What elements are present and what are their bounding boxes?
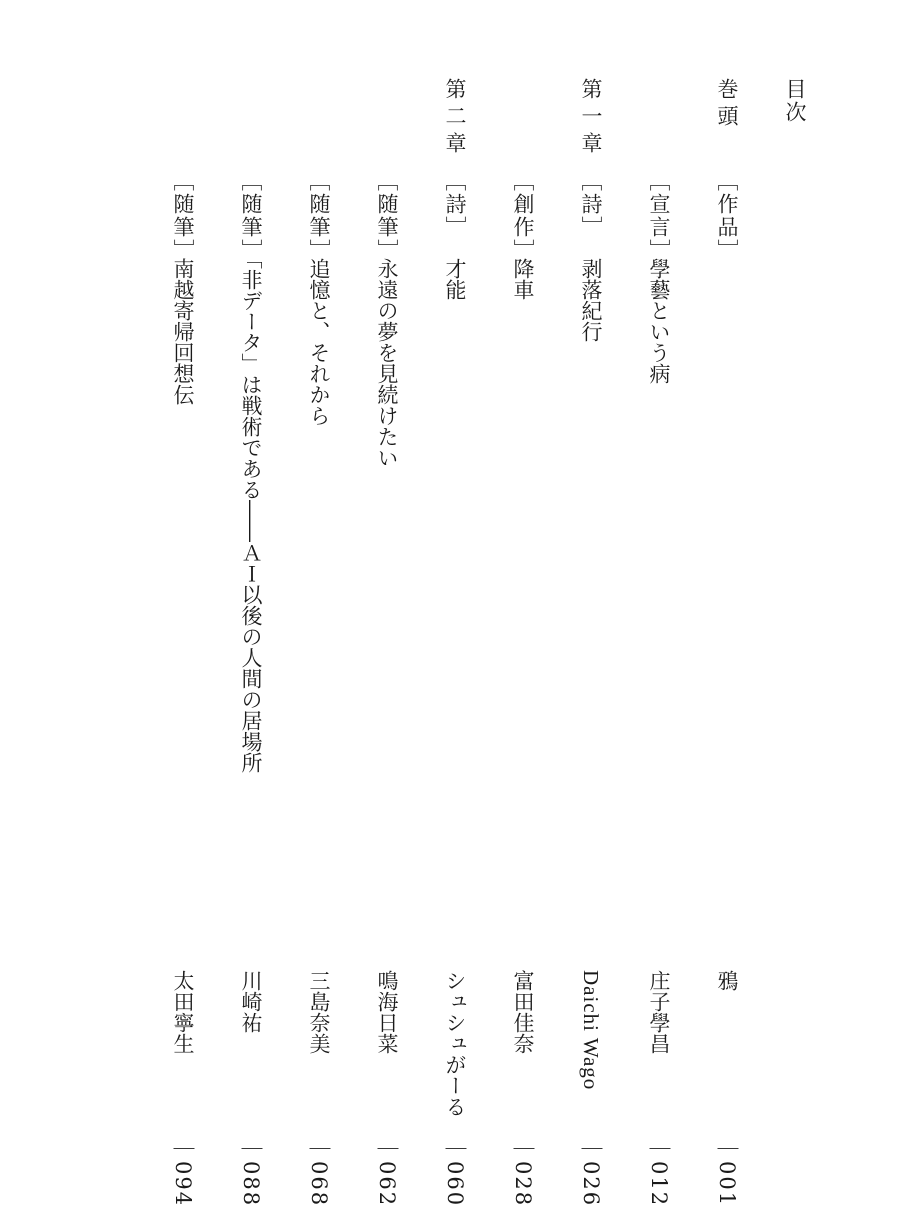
category-tag: ［作品］: [715, 170, 739, 262]
work-title: 永遠の夢を見続けたい: [375, 258, 399, 468]
work-title: 剥落紀行: [579, 258, 603, 342]
section-label: 第二章: [443, 78, 467, 159]
toc-title: 目次: [783, 78, 807, 124]
section-label: 第一章: [579, 78, 603, 159]
author-name: 富田佳奈: [511, 970, 535, 1054]
section-label: 巻頭: [715, 78, 739, 132]
category-tag: ［随筆］: [239, 170, 263, 262]
page-number: ｜062: [375, 1138, 399, 1208]
category-tag: ［創作］: [511, 170, 535, 262]
page-number: ｜088: [239, 1138, 263, 1208]
page-number: ｜026: [579, 1138, 603, 1208]
page-number: ｜068: [307, 1138, 331, 1208]
author-name: Daichi Wago: [579, 970, 603, 1091]
category-tag: ［随筆］: [307, 170, 331, 262]
work-title: 學藝という病: [647, 258, 671, 384]
category-tag: ［詩］: [443, 170, 467, 239]
author-name: シュシュがーる: [443, 970, 467, 1117]
work-title: 「非データ」は戦術である――ＡＩ以後の人間の居場所: [239, 248, 263, 773]
work-title: 降車: [511, 258, 535, 300]
category-tag: ［随筆］: [375, 170, 399, 262]
category-tag: ［随筆］: [171, 170, 195, 262]
category-tag: ［詩］: [579, 170, 603, 239]
author-name: 川崎祐: [239, 970, 263, 1033]
page-number: ｜028: [511, 1138, 535, 1208]
page-number: ｜094: [171, 1138, 195, 1208]
author-name: 鳴海日菜: [375, 970, 399, 1054]
page-number: ｜060: [443, 1138, 467, 1208]
work-title: 南越寄帰回想伝: [171, 258, 195, 405]
author-name: 太田寧生: [171, 970, 195, 1054]
author-name: 三島奈美: [307, 970, 331, 1054]
author-name: 鴉: [715, 970, 739, 991]
page-number: ｜012: [647, 1138, 671, 1208]
author-name: 庄子學昌: [647, 970, 671, 1054]
page-number: ｜001: [715, 1138, 739, 1208]
category-tag: ［宣言］: [647, 170, 671, 262]
work-title: 追憶と、それから: [307, 258, 331, 426]
work-title: 才能: [443, 258, 467, 300]
